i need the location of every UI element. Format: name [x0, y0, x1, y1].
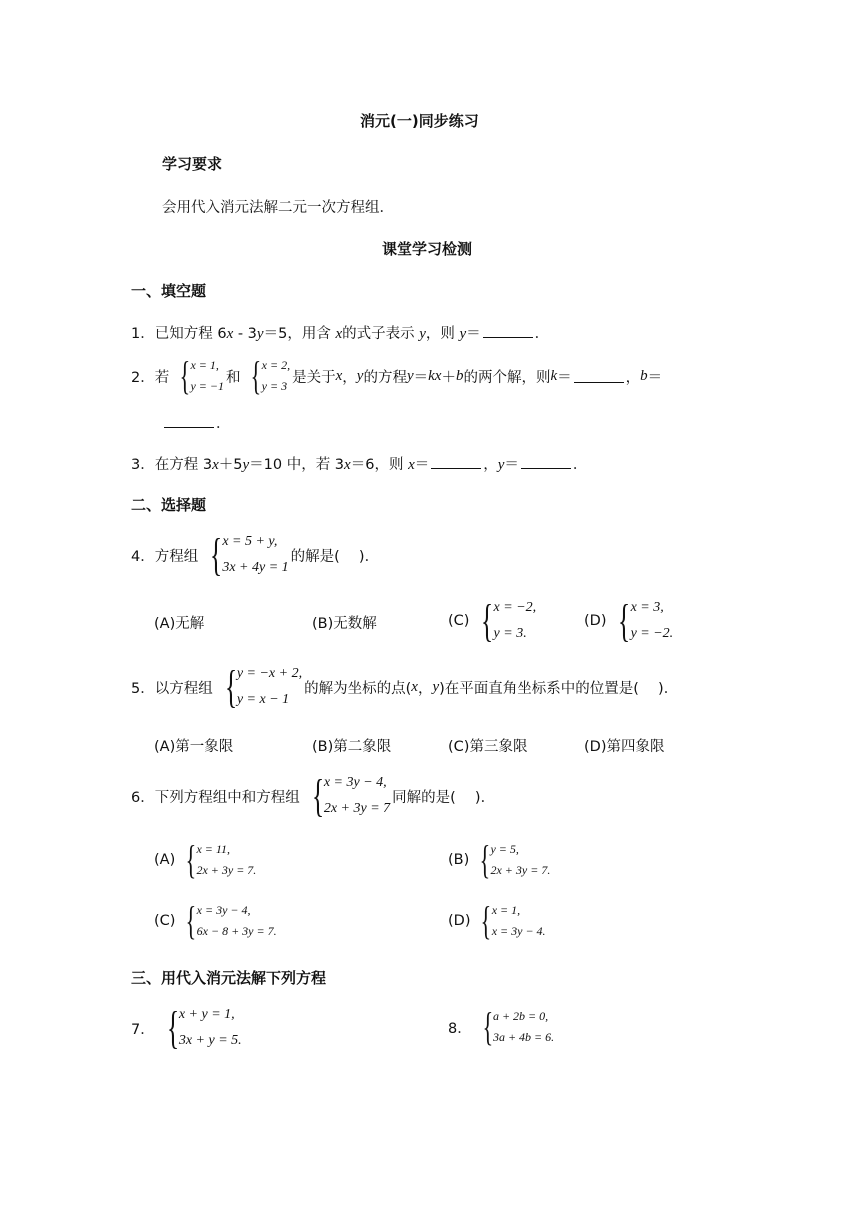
equation-system: { x = 1, x = 3y − 4.: [481, 898, 546, 943]
option-4c[interactable]: (C) { x = −2, y = 3.: [448, 595, 537, 646]
equation-system: { x + y = 1, 3x + y = 5.: [166, 1002, 242, 1053]
option-5b[interactable]: (B)第二象限: [312, 739, 392, 755]
option-5c[interactable]: (C)第三象限: [448, 739, 528, 755]
option-6b[interactable]: (B) { y = 5, 2x + 3y = 7.: [448, 837, 551, 882]
option-6d[interactable]: (D) { x = 1, x = 3y − 4.: [448, 898, 546, 943]
classroom-check-heading: 课堂学习检测: [382, 240, 473, 258]
equation-system: { x = 1, y = −1: [179, 353, 224, 398]
question-6: 6．下列方程组中和方程组 { x = 3y − 4, 2x + 3y = 7 同解的是( )．: [131, 770, 496, 821]
answer-blank[interactable]: [574, 370, 624, 383]
equation-system: { a + 2b = 0, 3a + 4b = 6.: [482, 1004, 555, 1049]
requirements-heading: 学习要求: [162, 155, 223, 173]
question-3: 3．在方程 3x＋5y＝10 中，若 3x＝6，则 x＝ ，y＝ ．: [131, 457, 588, 473]
equation-system: { y = −x + 2, y = x − 1: [224, 661, 303, 712]
answer-blank[interactable]: [521, 456, 571, 469]
answer-blank[interactable]: [483, 325, 533, 338]
equation-system: { x = 2, y = 3: [251, 353, 291, 398]
option-4d[interactable]: (D) { x = 3, y = −2.: [584, 595, 674, 646]
section-multiple-choice: 二、选择题: [131, 496, 207, 514]
equation-system: { x = 3, y = −2.: [618, 595, 674, 646]
equation-system: { x = 5 + y, 3x + 4y = 1: [210, 529, 289, 580]
question-2-continued: ．: [162, 412, 231, 433]
option-6c[interactable]: (C) { x = 3y − 4, 6x − 8 + 3y = 7.: [154, 898, 277, 943]
equation-system: { x = 3y − 4, 2x + 3y = 7: [311, 770, 391, 821]
question-1: 1．已知方程 6x - 3y＝5，用含 x的式子表示 y，则 y＝ ．: [131, 326, 550, 342]
section-substitution: 三、用代入消元法解下列方程: [131, 969, 327, 987]
question-4: 4．方程组 { x = 5 + y, 3x + 4y = 1 的解是( )．: [131, 529, 380, 580]
option-5d[interactable]: (D)第四象限: [584, 739, 665, 755]
option-6a[interactable]: (A) { x = 11, 2x + 3y = 7.: [154, 837, 257, 882]
answer-blank[interactable]: [431, 456, 481, 469]
equation-system: { x = 11, 2x + 3y = 7.: [185, 837, 257, 882]
question-5: 5．以方程组 { y = −x + 2, y = x − 1 的解为坐标的点( x ， y )在平面直角坐标系中的位置是( )．: [131, 661, 679, 712]
option-5a[interactable]: (A)第一象限: [154, 739, 234, 755]
page-title: 消元(一)同步练习: [360, 112, 479, 130]
requirements-text: 会用代入消元法解二元一次方程组．: [162, 200, 394, 216]
option-4a[interactable]: (A)无解: [154, 616, 205, 632]
equation-system: { y = 5, 2x + 3y = 7.: [479, 837, 551, 882]
answer-blank[interactable]: [164, 415, 214, 428]
question-2: 2．若 { x = 1, y = −1 和 { x = 2, y = 3 是关于 x ， y 的方程 y ＝ kx ＋ b 的两个解，则 k ＝ ， b ＝: [131, 353, 663, 398]
question-8: 8． { a + 2b = 0, 3a + 4b = 6.: [448, 1004, 555, 1049]
option-4b[interactable]: (B)无数解: [312, 616, 377, 632]
equation-system: { x = −2, y = 3.: [481, 595, 537, 646]
question-7: 7． { x + y = 1, 3x + y = 5.: [131, 1002, 242, 1053]
section-fill-in: 一、填空题: [131, 282, 207, 300]
equation-system: { x = 3y − 4, 6x − 8 + 3y = 7.: [186, 898, 277, 943]
